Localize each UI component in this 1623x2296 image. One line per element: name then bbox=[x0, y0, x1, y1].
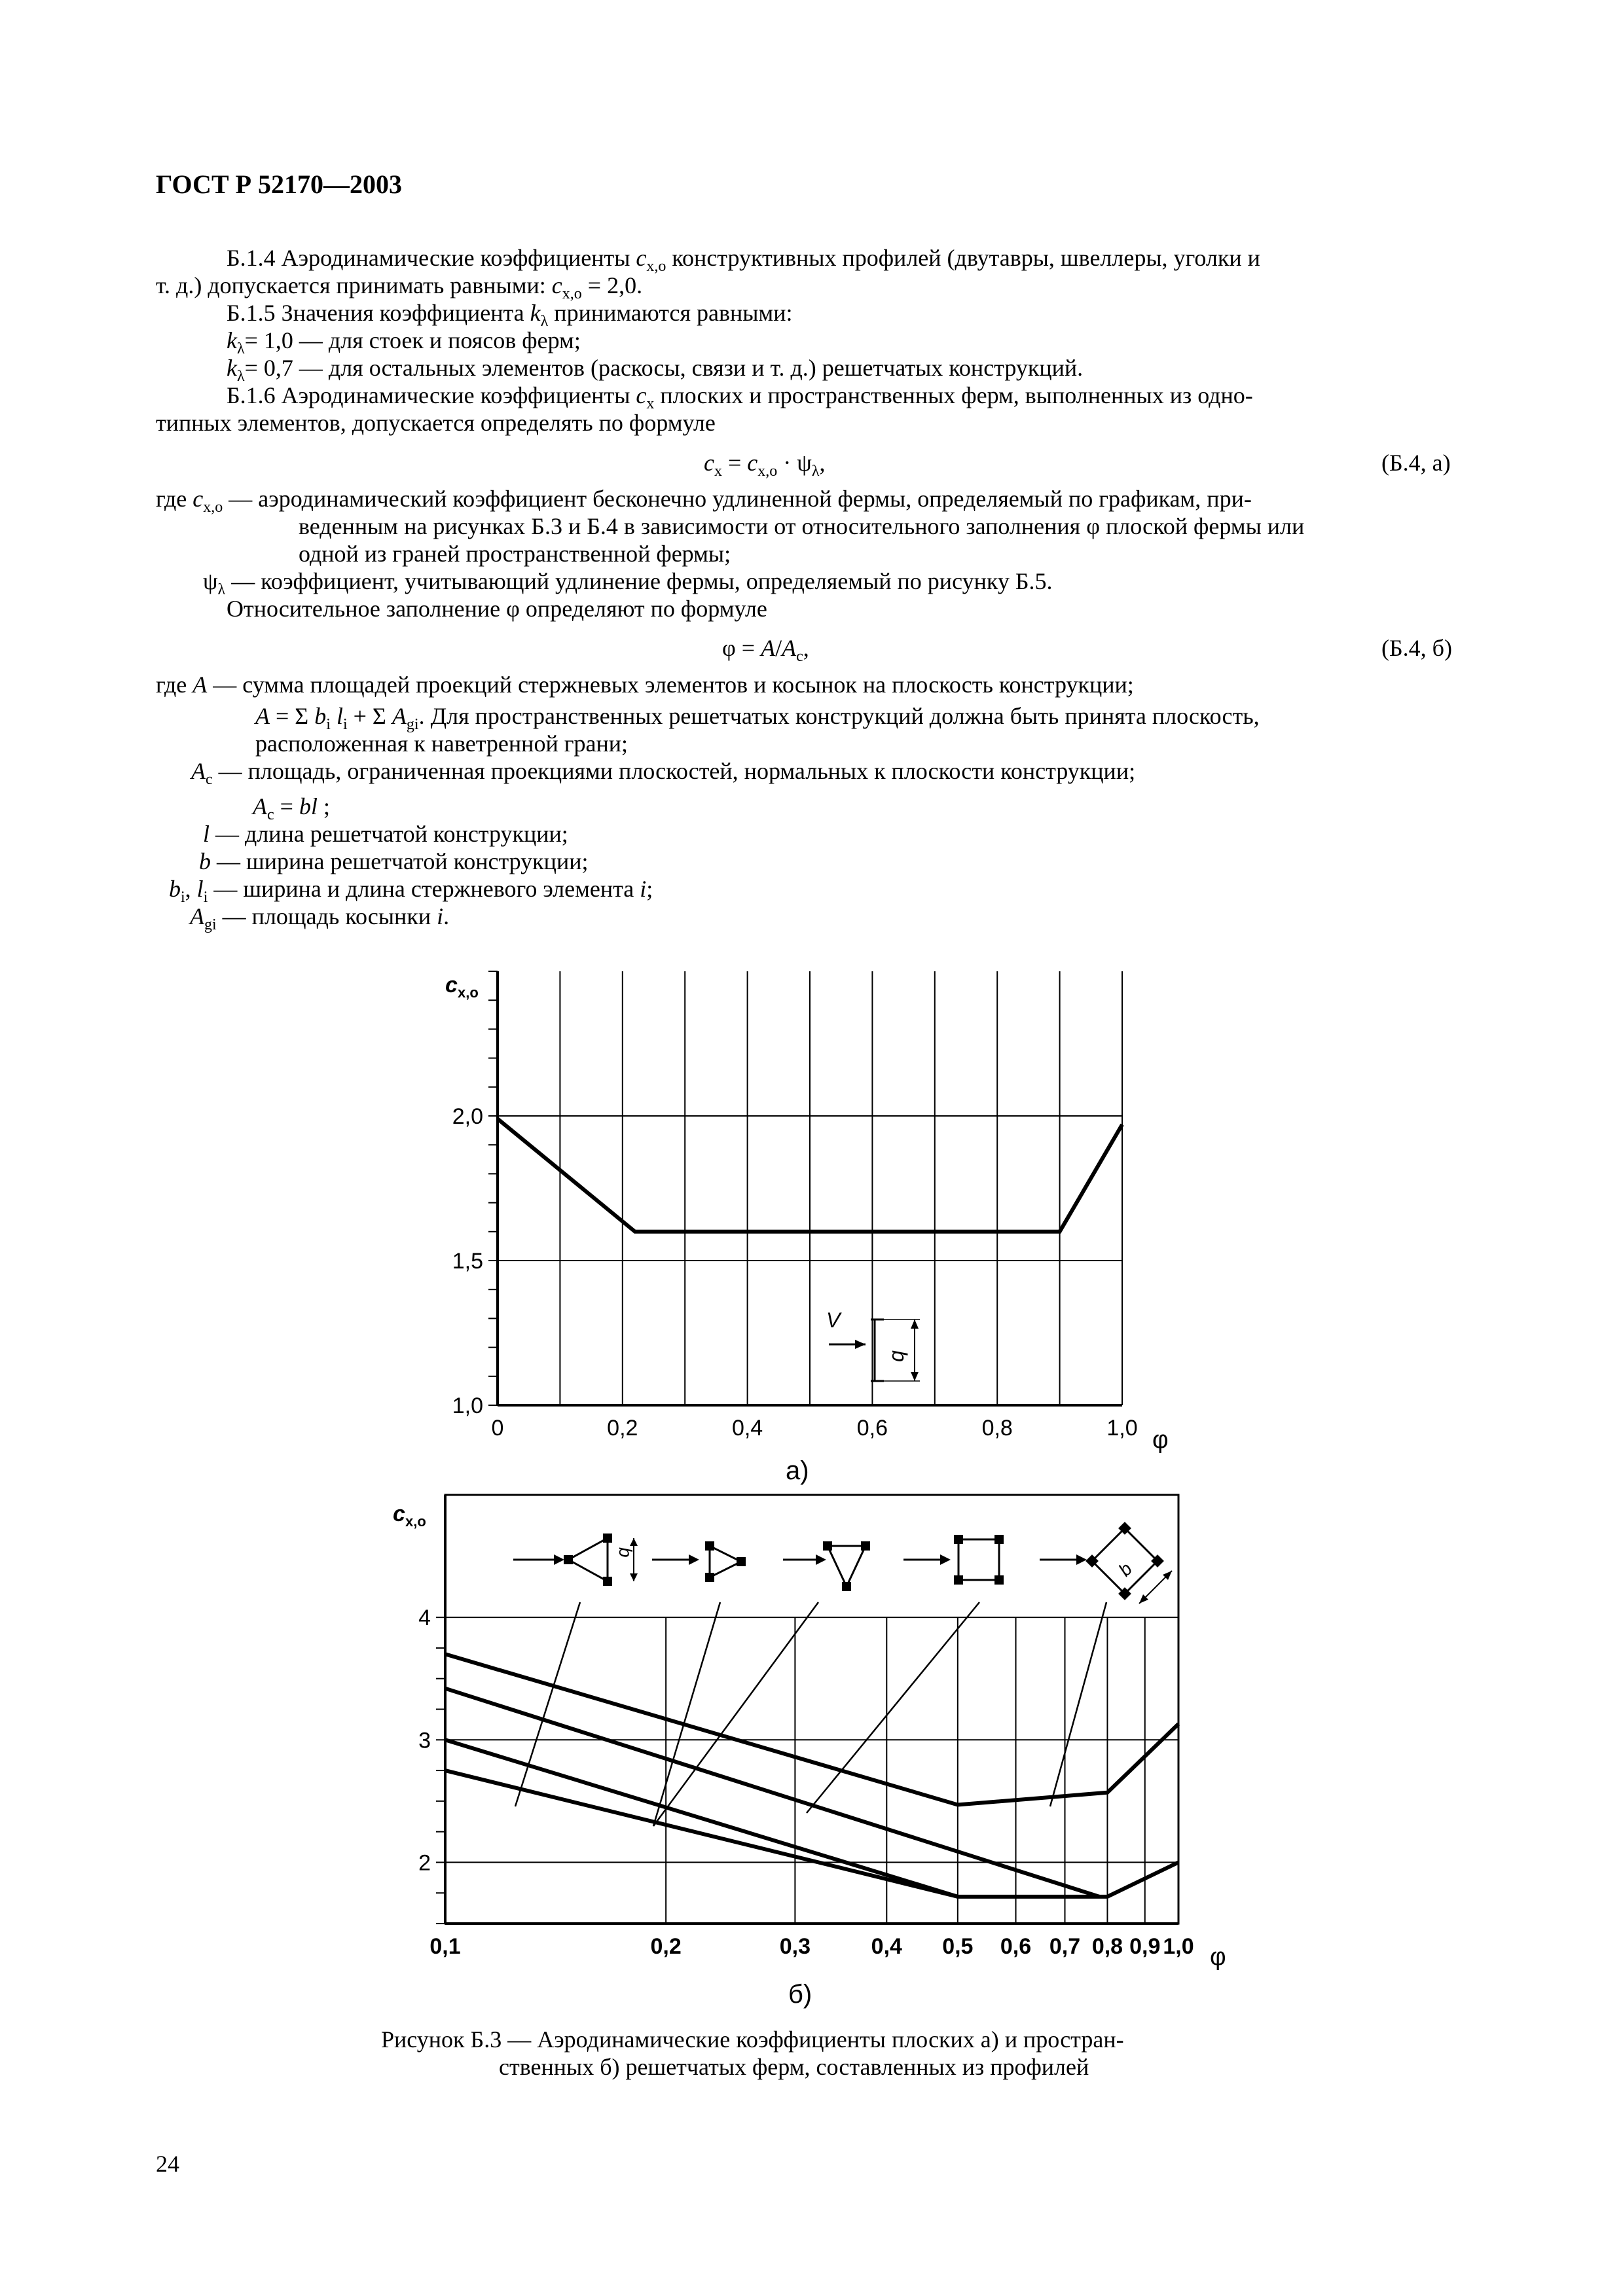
k-value-2: $k_\lambda= 0,7$ — для остальных элементов (раскосы, связи и т. д.) решетчатых конструкций. bbox=[227, 355, 1084, 385]
where-Agi: $A_{gi}$ — площадь косынки i. bbox=[190, 903, 450, 933]
chart-b-wind-arrowhead bbox=[689, 1554, 699, 1565]
chart-a-inset-b: b bbox=[888, 1350, 911, 1362]
chart-b-node bbox=[1118, 1587, 1131, 1600]
page-number: 24 bbox=[156, 2151, 179, 2177]
chart-b-series-line bbox=[445, 1740, 1178, 1897]
chart-a-xtick-label: 1,0 bbox=[1106, 1416, 1138, 1441]
where-b: b — ширина решетчатой конструкции; bbox=[199, 848, 589, 874]
chart-b-node bbox=[564, 1555, 573, 1564]
chart-b-xtick-label: 0,2 bbox=[650, 1934, 682, 1959]
chart-b-xtick-label: 0,5 bbox=[942, 1934, 974, 1959]
chart-b-xtick-label: 0,7 bbox=[1049, 1934, 1081, 1959]
document-title: ГОСТ Р 52170—2003 bbox=[156, 170, 403, 199]
chart-b-inset-b1: b bbox=[615, 1547, 636, 1558]
chart-b-node bbox=[954, 1575, 963, 1585]
chart-b-dim-arrow bbox=[1139, 1594, 1148, 1604]
formula-b4b-number: (Б.4, б) bbox=[1381, 635, 1452, 661]
chart-a-ytick-label: 1,0 bbox=[452, 1393, 483, 1418]
chart-b-node bbox=[1118, 1522, 1131, 1535]
chart-b-leader-line bbox=[653, 1602, 720, 1826]
paragraph-b15: Б.1.5 Значения коэффициента $k_\lambda$ принимаются равными: bbox=[227, 300, 793, 330]
where-Ac: $A_c$ — площадь, ограниченная проекциями плоскостей, нормальных к плоскости конструкции; bbox=[191, 758, 1136, 788]
chart-b-truss-triangle-right bbox=[710, 1546, 741, 1577]
chart-b-xtick-label: 0,4 bbox=[871, 1934, 902, 1959]
chart-b-node bbox=[705, 1573, 714, 1582]
chart-b-node bbox=[737, 1557, 746, 1566]
chart-b-xtick-label: 0,1 bbox=[429, 1934, 461, 1959]
chart-b-node bbox=[823, 1541, 832, 1551]
chart-b-node bbox=[861, 1541, 870, 1551]
chart-b-ytick-label: 4 bbox=[418, 1605, 431, 1631]
chart-b-ylabel-sub: x,o bbox=[405, 1513, 426, 1530]
relative-fill-text: Относительное заполнение φ определяют по формуле bbox=[227, 596, 767, 622]
chart-b-leader-line bbox=[653, 1602, 818, 1826]
chart-b-series bbox=[445, 1654, 1178, 1897]
formula-b4a: $c_x = c_{x,o} \cdot \psi_\lambda$, bbox=[704, 450, 826, 480]
chart-b-xlabel: φ bbox=[1210, 1943, 1226, 1971]
chart-b-node bbox=[842, 1582, 851, 1591]
k-value-1: $k_\lambda= 1,0$ — для стоек и поясов ферм; bbox=[227, 327, 581, 357]
formula-b4b: $\varphi = A/A_c$, bbox=[722, 635, 809, 665]
where-A: где A — сумма площадей проекций стержневых элементов и косынок на плоскость конструкции; bbox=[156, 672, 1134, 698]
chart-b-xtick-label: 0,6 bbox=[1000, 1934, 1032, 1959]
chart-a-ytick-label: 1,5 bbox=[452, 1249, 483, 1274]
chart-a-ytick-label: 2,0 bbox=[452, 1104, 483, 1129]
chart-b-wind-arrowhead bbox=[554, 1554, 564, 1565]
chart-b-node bbox=[603, 1534, 612, 1543]
chart-b-series-line bbox=[445, 1654, 1178, 1804]
chart-b-series-line bbox=[445, 1770, 958, 1897]
chart-b-node bbox=[1085, 1554, 1099, 1568]
chart-b-dim-line bbox=[1139, 1571, 1172, 1604]
chart-a-panel-label: а) bbox=[786, 1456, 809, 1485]
chart-b-grid bbox=[445, 1495, 1178, 1924]
chart-b-series-line bbox=[445, 1689, 1099, 1897]
where-cxo-3: одной из граней пространственной фермы; bbox=[299, 541, 731, 567]
chart-a-ylabel-sub: x,o bbox=[458, 984, 479, 1001]
chart-b-ytick-label: 2 bbox=[418, 1850, 431, 1876]
chart-b-ylabel: c bbox=[393, 1501, 405, 1526]
chart-a-xtick-label: 0,8 bbox=[981, 1416, 1013, 1441]
where-psi: $\psi_\lambda$ — коэффициент, учитывающий удлинение фермы, определяемый по рисунку Б.5. bbox=[203, 568, 1053, 598]
chart-b-truss-triangle-left bbox=[568, 1538, 608, 1581]
chart-b-wind-arrowhead bbox=[1076, 1554, 1087, 1565]
chart-a-series-line bbox=[498, 1119, 1122, 1231]
chart-a-series bbox=[498, 1119, 1122, 1231]
chart-b-node bbox=[954, 1535, 963, 1544]
chart-b-ticks bbox=[418, 1605, 1194, 1959]
chart-b-wind-arrowhead bbox=[816, 1554, 826, 1565]
chart-b-truss-icons bbox=[513, 1522, 1172, 1826]
A-formula: A = Σ $b_i$ $l_i + \Sigma$ $A_{gi}$. Для пространственных решетчатых конструкций должна быть принята плоскость, bbox=[255, 703, 1260, 733]
chart-b-xtick-label: 0,8 bbox=[1091, 1934, 1123, 1959]
chart-a-ticks bbox=[452, 971, 1138, 1441]
chart-b-node bbox=[994, 1575, 1004, 1585]
chart-b-truss-diamond bbox=[1092, 1528, 1158, 1594]
chart-b-xtick-label: 0,9 bbox=[1129, 1934, 1161, 1959]
chart-b-dim-arrow bbox=[630, 1538, 638, 1546]
where-bi-li: $b_i$, $l_i$ — ширина и длина стержневого элемента i; bbox=[169, 876, 653, 906]
chart-b-ytick-label: 3 bbox=[418, 1728, 431, 1753]
chart-b-inset-b2: b bbox=[1114, 1558, 1137, 1581]
formula-b4a-number: (Б.4, а) bbox=[1381, 450, 1451, 476]
chart-b-truss-triangle-down bbox=[828, 1546, 866, 1587]
chart-b-node bbox=[705, 1541, 714, 1551]
chart-b-node bbox=[994, 1535, 1004, 1544]
chart-b-dim-arrow bbox=[1163, 1571, 1172, 1580]
A-formula-cont: расположенная к наветренной грани; bbox=[255, 730, 628, 757]
chart-b-truss-square bbox=[958, 1539, 999, 1580]
chart-b-panel-label: б) bbox=[788, 1980, 812, 2009]
chart-a-xtick-label: 0,6 bbox=[856, 1416, 888, 1441]
figure-caption-line1: Рисунок Б.3 — Аэродинамические коэффициенты плоских а) и простран- bbox=[381, 2026, 1124, 2053]
chart-a-ylabel: c bbox=[445, 973, 458, 997]
chart-b-frame bbox=[445, 1495, 1178, 1924]
where-cxo: где $c_{x,o}$ — аэродинамический коэффициент бесконечно удлиненной фермы, определяемый по графикам, при- bbox=[156, 486, 1252, 516]
Ac-formula: $A_c$ = bl ; bbox=[253, 793, 330, 823]
chart-a-xlabel: φ bbox=[1152, 1426, 1169, 1454]
chart-b-wind-arrowhead bbox=[940, 1554, 951, 1565]
paragraph-b14: Б.1.4 Аэродинамические коэффициенты $c_{x,o}$ конструктивных профилей (двутавры, швеллеры, уголки и bbox=[227, 245, 1260, 275]
chart-b-dim-arrow bbox=[630, 1573, 638, 1581]
paragraph-b16-cont: типных элементов, допускается определять по формуле bbox=[156, 410, 716, 436]
paragraph-b14-cont: т. д.) допускается принимать равными: $c_{x,o} = 2,0$. bbox=[156, 272, 643, 302]
chart-b-leader-line bbox=[1050, 1602, 1106, 1806]
figure-caption-line2: ственных б) решетчатых ферм, составленных из профилей bbox=[499, 2054, 1089, 2080]
paragraph-b16: Б.1.6 Аэродинамические коэффициенты $c_x$ плоских и пространственных ферм, выполненных из одно- bbox=[227, 382, 1253, 412]
chart-a-xtick-label: 0 bbox=[491, 1416, 504, 1441]
chart-a-inset bbox=[829, 1319, 920, 1381]
chart-a-inset-v: V bbox=[826, 1308, 841, 1332]
chart-b-leader-line bbox=[807, 1602, 979, 1813]
chart-a-xtick-label: 0,4 bbox=[731, 1416, 763, 1441]
chart-b-xtick-label: 1,0 bbox=[1163, 1934, 1194, 1959]
chart-b-node bbox=[603, 1577, 612, 1586]
chart-b-node bbox=[1151, 1554, 1164, 1568]
where-l: l — длина решетчатой конструкции; bbox=[203, 821, 568, 847]
chart-b-xtick-label: 0,3 bbox=[779, 1934, 811, 1959]
chart-a-grid bbox=[498, 971, 1122, 1405]
chart-b-leader-line bbox=[515, 1602, 580, 1806]
where-cxo-2: веденным на рисунках Б.3 и Б.4 в зависимости от относительного заполнения φ плоской фермы или bbox=[299, 513, 1305, 539]
chart-a-xtick-label: 0,2 bbox=[607, 1416, 638, 1441]
